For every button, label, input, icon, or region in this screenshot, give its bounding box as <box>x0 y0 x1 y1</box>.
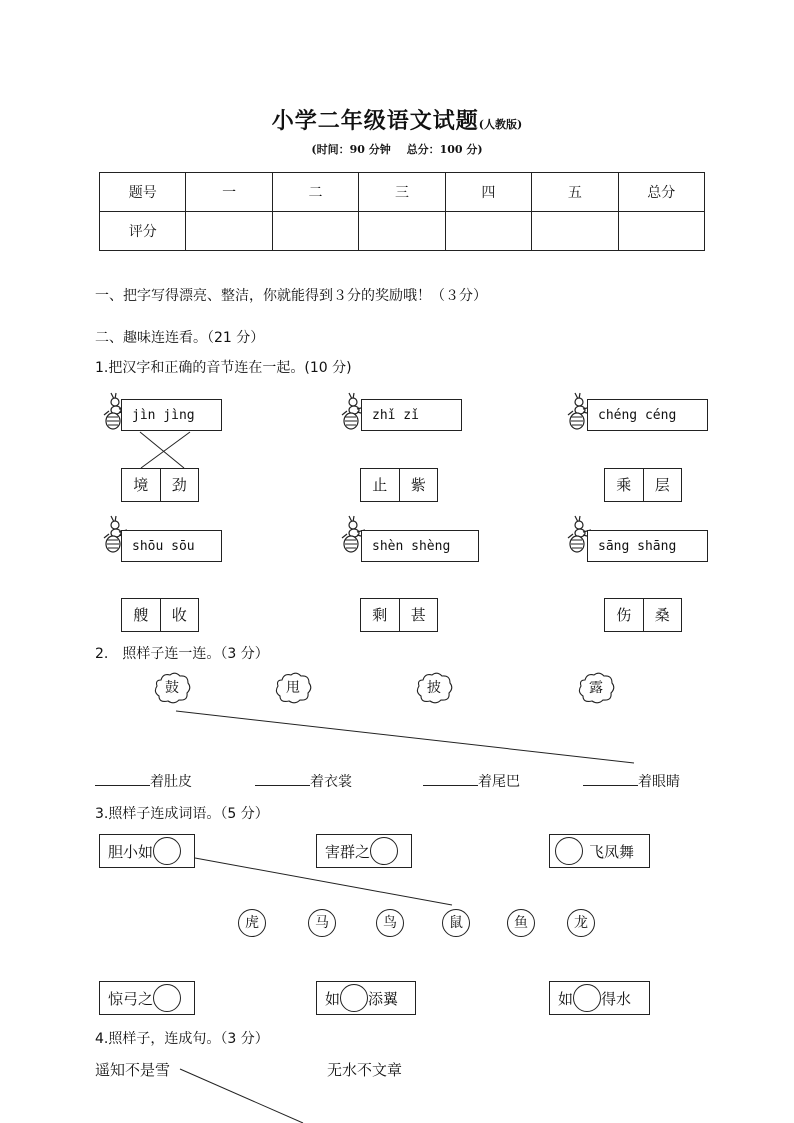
idiom-text: 惊弓之 <box>108 989 154 1008</box>
animal-circle[interactable]: 鸟 <box>376 909 404 937</box>
idiom-text: 如 <box>325 989 341 1008</box>
pinyin-box: jìn jìng <box>121 399 222 431</box>
edition-label: (人教版) <box>478 118 523 131</box>
cloud-char-text: 露 <box>589 680 603 696</box>
score-header-cell: 总分 <box>618 173 704 212</box>
cloud-char-text: 披 <box>427 680 441 696</box>
animal-circle[interactable]: 鼠 <box>442 909 470 937</box>
example-line <box>140 432 184 468</box>
cloud-char-text: 鼓 <box>165 680 179 696</box>
hanzi-cell[interactable]: 层 <box>643 469 682 501</box>
score-header-cell: 五 <box>532 173 618 212</box>
section-1-heading: 一、把字写得漂亮、整洁，你就能得到３分的奖励哦！（３分） <box>95 288 487 304</box>
score-header-cell: 二 <box>272 173 358 212</box>
phrase-text: 着眼睛 <box>638 774 680 790</box>
pinyin-box: shèn shèng <box>361 530 479 562</box>
example-line <box>141 432 190 468</box>
hanzi-cell[interactable]: 甚 <box>399 599 438 631</box>
poem-line-left: 遥知不是雪 <box>95 1061 171 1079</box>
pinyin-box: chéng céng <box>587 399 708 431</box>
idiom-text: 得水 <box>601 989 632 1008</box>
question-2-label: 2. 照样子连一连。（3 分） <box>95 646 269 662</box>
idiom-text: 害群之 <box>325 842 371 861</box>
animal-circle[interactable]: 马 <box>308 909 336 937</box>
phrase-text: 着肚皮 <box>150 774 192 790</box>
phrase-text: 着衣裳 <box>310 774 352 790</box>
pinyin-box: shōu sōu <box>121 530 222 562</box>
score-header-cell: 三 <box>359 173 445 212</box>
hanzi-cell[interactable]: 紫 <box>399 469 438 501</box>
score-header-cell: 四 <box>445 173 531 212</box>
poem-line-right: 无水不文章 <box>327 1061 403 1079</box>
hanzi-cell[interactable]: 艘 <box>133 606 149 624</box>
idiom-text: 如 <box>558 989 574 1008</box>
score-header-cell: 题号 <box>100 173 186 212</box>
hanzi-cell[interactable]: 境 <box>133 476 149 494</box>
score-row-label: 评分 <box>100 212 186 251</box>
time-info: (时间：90 分钟 <box>311 143 391 156</box>
hanzi-cell[interactable]: 收 <box>160 599 199 631</box>
question-1-label: 1.把汉字和正确的音节连在一起。(10 分) <box>95 360 352 376</box>
animal-circle[interactable]: 虎 <box>238 909 266 937</box>
animal-circle[interactable]: 龙 <box>567 909 595 937</box>
idiom-text: 飞凤舞 <box>589 842 635 861</box>
animal-circle[interactable]: 鱼 <box>507 909 535 937</box>
hanzi-cell[interactable]: 乘 <box>616 476 632 494</box>
example-line <box>176 711 634 763</box>
score-header-cell: 一 <box>186 173 272 212</box>
idiom-text: 添翼 <box>368 989 399 1008</box>
idiom-text: 胆小如 <box>108 842 154 861</box>
phrase-text: 着尾巴 <box>478 774 520 790</box>
example-line <box>180 1069 303 1123</box>
hanzi-cell[interactable]: 止 <box>372 476 388 494</box>
pinyin-box: zhǐ zǐ <box>361 399 462 431</box>
hanzi-cell[interactable]: 伤 <box>616 606 632 624</box>
total-info: 总分：100 分) <box>406 143 483 156</box>
pinyin-box: sāng shāng <box>587 530 708 562</box>
hanzi-cell[interactable]: 剩 <box>372 606 388 624</box>
cloud-char-text: 甩 <box>286 680 300 696</box>
question-4-label: 4.照样子，连成句。（3 分） <box>95 1031 269 1047</box>
example-line <box>195 858 452 905</box>
hanzi-cell[interactable]: 劲 <box>160 469 199 501</box>
title-text: 小学二年级语文试题 <box>271 108 479 134</box>
section-2-heading: 二、趣味连连看。（21 分） <box>95 330 265 346</box>
question-3-label: 3.照样子连成词语。（5 分） <box>95 806 269 822</box>
hanzi-cell[interactable]: 桑 <box>643 599 682 631</box>
